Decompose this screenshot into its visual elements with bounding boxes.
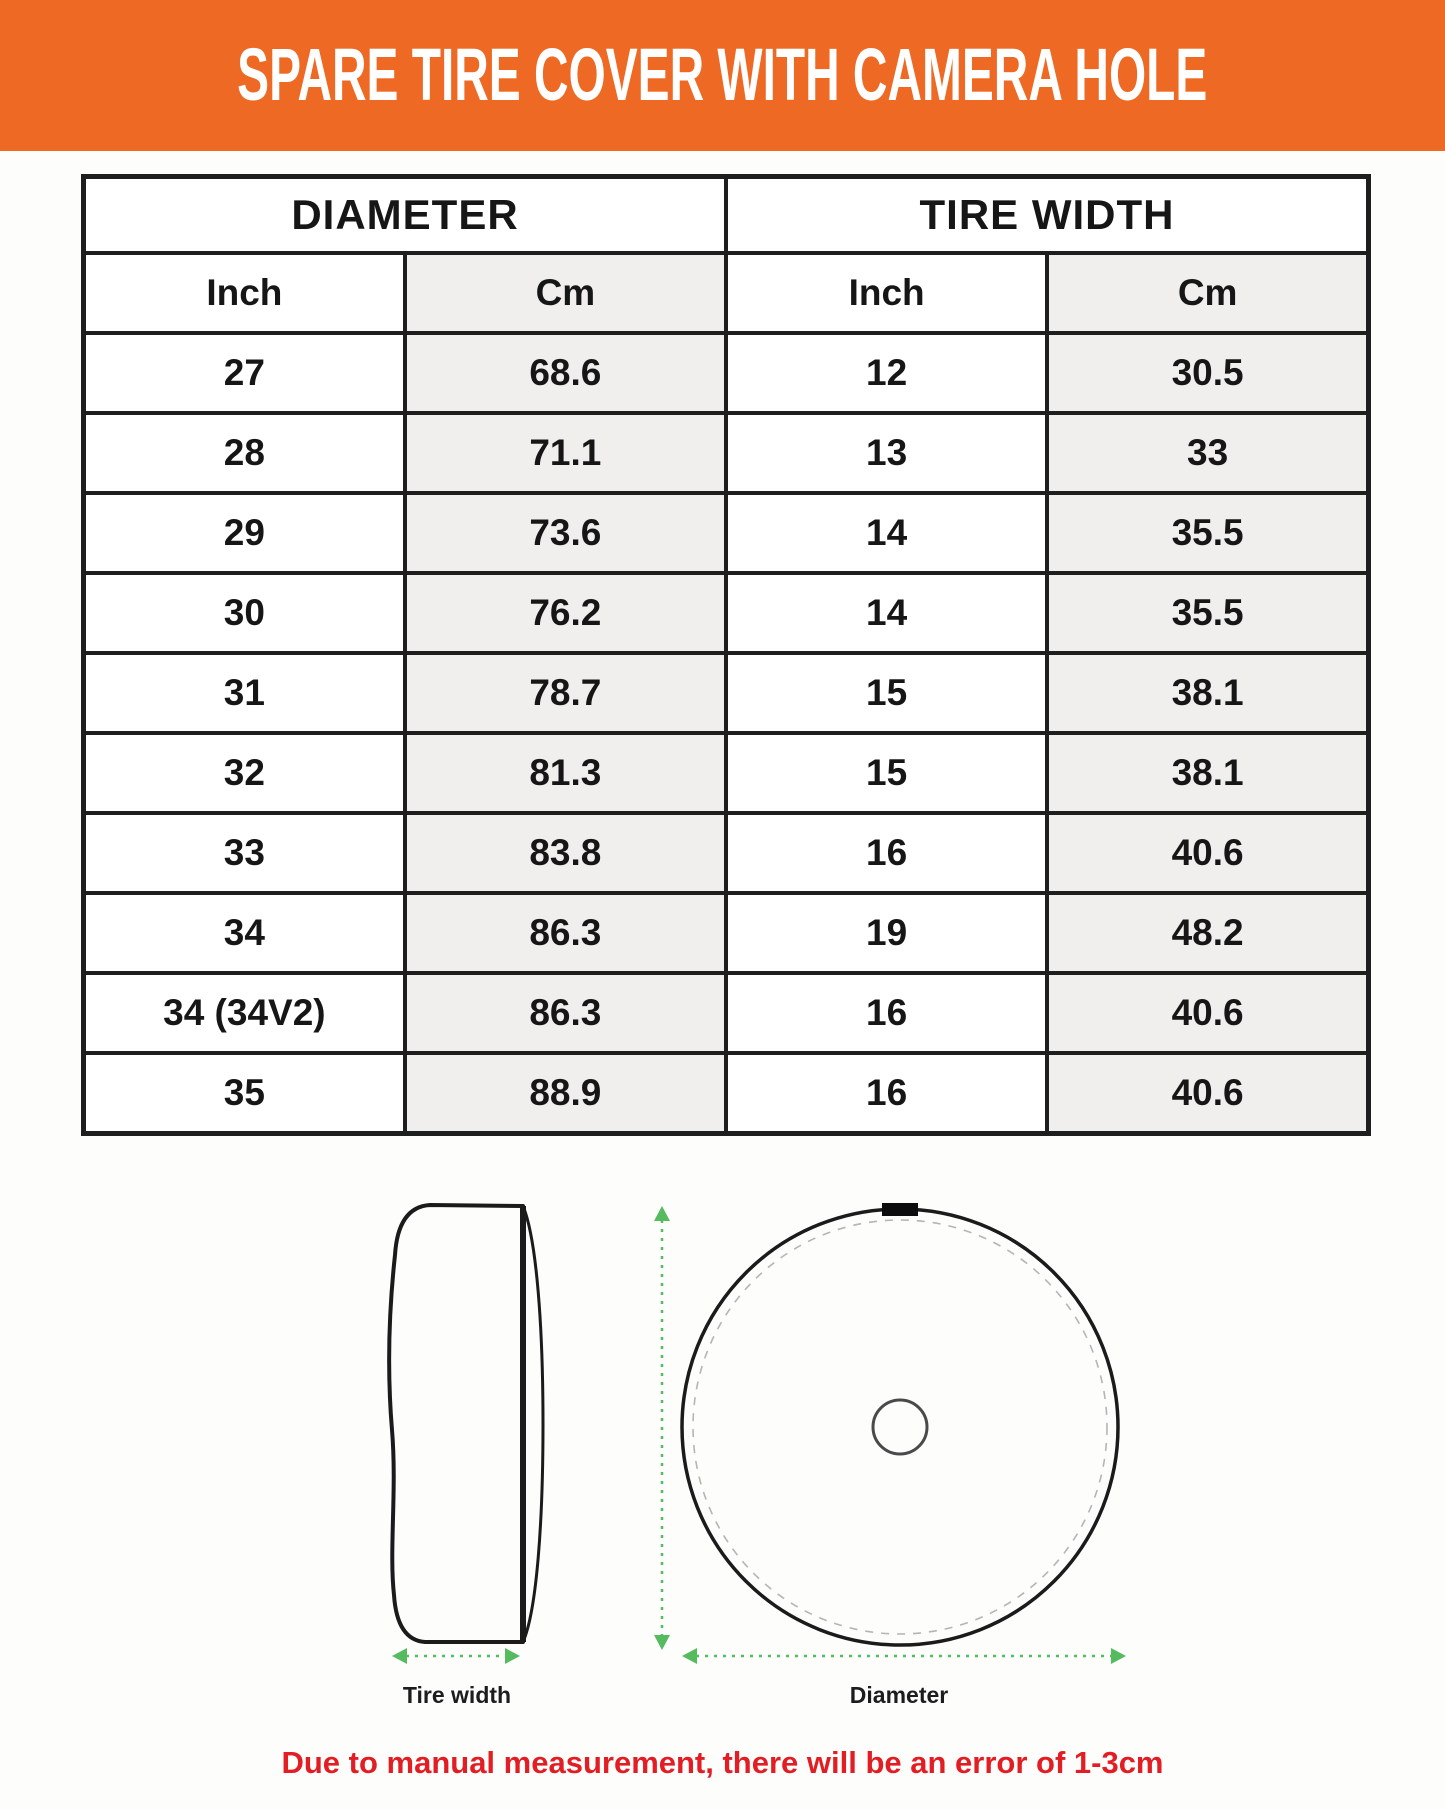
table-cell: 76.2 — [405, 573, 726, 653]
table-row — [84, 413, 1369, 493]
table-cell: 30 — [84, 573, 405, 653]
table-row — [84, 653, 1369, 733]
table-subheader-row — [84, 253, 1369, 333]
diameter-horizontal-arrow — [682, 1648, 1126, 1664]
size-table — [81, 174, 1371, 1136]
diameter-vertical-arrow — [654, 1206, 670, 1650]
tire-side-view — [389, 1205, 543, 1642]
measurement-error-note: Due to manual measurement, there will be an error of 1-3cm — [281, 1745, 1164, 1780]
table-cell: 16 — [726, 1053, 1047, 1134]
table-cell: 40.6 — [1047, 973, 1368, 1053]
table-cell: 16 — [726, 813, 1047, 893]
table-cell: 34 (34V2) — [84, 973, 405, 1053]
table-cell: 86.3 — [405, 893, 726, 973]
tire-width-arrow — [392, 1648, 520, 1664]
table-row — [84, 973, 1369, 1053]
diameter-label: Diameter — [849, 1682, 949, 1708]
page-title: SPARE TIRE COVER WITH CAMERA HOLE — [237, 34, 1208, 117]
table-row — [84, 733, 1369, 813]
table-cell: 19 — [726, 893, 1047, 973]
table-cell: 34 — [84, 893, 405, 973]
camera-hole — [873, 1400, 927, 1454]
table-cell: 28 — [84, 413, 405, 493]
subheader-width-cm: Cm — [1047, 253, 1368, 333]
subheader-diameter-cm: Cm — [405, 253, 726, 333]
table-cell: 33 — [84, 813, 405, 893]
tire-front-view — [682, 1203, 1118, 1645]
column-group-diameter: DIAMETER — [84, 177, 727, 254]
header-banner — [0, 0, 1445, 151]
table-cell: 14 — [726, 493, 1047, 573]
table-cell: 40.6 — [1047, 813, 1368, 893]
tire-measurement-diagram — [330, 1190, 1170, 1675]
table-cell: 86.3 — [405, 973, 726, 1053]
subheader-width-inch: Inch — [726, 253, 1047, 333]
table-cell: 27 — [84, 333, 405, 413]
table-cell: 14 — [726, 573, 1047, 653]
tire-width-label: Tire width — [402, 1682, 512, 1708]
table-cell: 73.6 — [405, 493, 726, 573]
table-cell: 33 — [1047, 413, 1368, 493]
table-cell: 12 — [726, 333, 1047, 413]
table-cell: 32 — [84, 733, 405, 813]
table-cell: 31 — [84, 653, 405, 733]
table-row — [84, 333, 1369, 413]
table-cell: 35.5 — [1047, 573, 1368, 653]
table-cell: 40.6 — [1047, 1053, 1368, 1134]
table-cell: 15 — [726, 733, 1047, 813]
table-cell: 78.7 — [405, 653, 726, 733]
table-row — [84, 813, 1369, 893]
table-cell: 35 — [84, 1053, 405, 1134]
table-cell: 15 — [726, 653, 1047, 733]
table-cell: 71.1 — [405, 413, 726, 493]
table-row — [84, 493, 1369, 573]
table-row — [84, 893, 1369, 973]
valve-mark — [882, 1203, 918, 1216]
table-cell: 81.3 — [405, 733, 726, 813]
table-row — [84, 1053, 1369, 1134]
table-cell: 83.8 — [405, 813, 726, 893]
table-cell: 30.5 — [1047, 333, 1368, 413]
table-cell: 68.6 — [405, 333, 726, 413]
table-group-header-row — [84, 177, 1369, 254]
table-cell: 38.1 — [1047, 733, 1368, 813]
table-cell: 29 — [84, 493, 405, 573]
table-cell: 38.1 — [1047, 653, 1368, 733]
table-row — [84, 573, 1369, 653]
subheader-diameter-inch: Inch — [84, 253, 405, 333]
table-cell: 16 — [726, 973, 1047, 1053]
table-cell: 13 — [726, 413, 1047, 493]
column-group-tire-width: TIRE WIDTH — [726, 177, 1369, 254]
table-cell: 35.5 — [1047, 493, 1368, 573]
table-cell: 48.2 — [1047, 893, 1368, 973]
table-cell: 88.9 — [405, 1053, 726, 1134]
